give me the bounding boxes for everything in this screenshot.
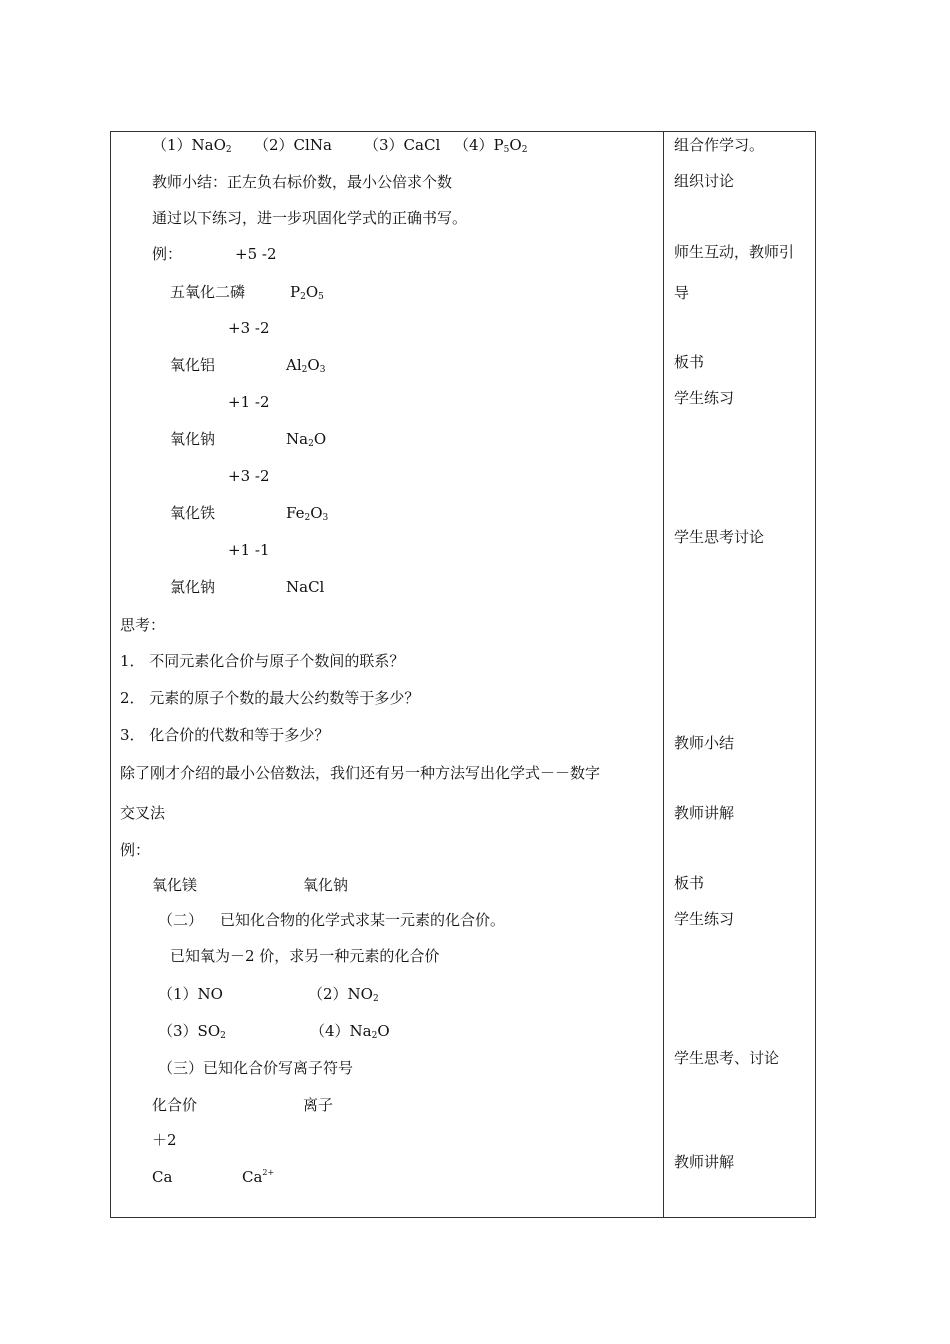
element-symbol: Ca [152,1168,173,1186]
section-number: （二） [158,911,204,929]
cross-method-line-2: 交叉法 [120,804,166,822]
problem-item: $(4)Na_2O$ [310,1022,390,1041]
think-question-3: 3． 化合价的代数和等于多少？ [120,726,330,744]
quiz-item-2: （2）ClNa [254,136,332,154]
activity-note: 教师小结 [674,734,735,752]
activity-note: 学生练习 [674,389,735,407]
valence-label: +3 -2 [228,319,270,337]
valence-label: ＋2 [152,1131,177,1149]
column-header: 离子 [303,1096,334,1114]
activity-note: 组织讨论 [674,172,735,190]
compound-name: 五氧化二磷 [170,283,246,301]
activity-note: 板书 [674,353,705,371]
ion-symbol: $Ca^{2+}$ [242,1168,275,1186]
activity-note: 板书 [674,874,705,892]
compound-name: 氧化钠 [303,876,349,894]
section-intro: 已知氧为－2 价，求另一种元素的化合价 [170,947,440,965]
quiz-item-4: $(4)P_5O_2$ [454,136,528,155]
valence-label: +1 -2 [228,393,270,411]
compound-formula: $Na_2O$ [286,430,327,449]
valence-label: +5 -2 [235,245,277,263]
compound-name: 氧化铁 [170,504,216,522]
example-label: 例： [120,841,151,859]
compound-name: 氯化钠 [170,578,216,596]
problem-item: $(2)NO_2$ [308,985,379,1004]
activity-note: 导 [674,284,690,302]
practice-intro: 通过以下练习，进一步巩固化学式的正确书写。 [152,209,468,227]
quiz-item-3: （3）CaCl [364,136,441,154]
activity-note: 教师讲解 [674,1153,735,1171]
column-divider [663,131,664,1218]
activity-note: 教师讲解 [674,804,735,822]
compound-formula: NaCl [286,578,325,596]
compound-formula: $Fe_2O_3$ [286,504,329,523]
activity-note: 师生互动，教师引 [674,243,795,261]
compound-name: 氧化钠 [170,430,216,448]
compound-name: 氧化镁 [152,876,198,894]
think-question-1: 1． 不同元素化合价与原子个数间的联系？ [120,652,405,670]
problem-item: $(3)SO_2$ [158,1022,226,1041]
think-question-2: 2． 元素的原子个数的最大公约数等于多少？ [120,689,420,707]
activity-note: 学生思考讨论 [674,528,765,546]
problem-item: （1）NO [158,985,223,1003]
activity-note: 学生练习 [674,910,735,928]
valence-label: +3 -2 [228,467,270,485]
think-label: 思考： [120,616,166,634]
activity-note: 学生思考、讨论 [674,1049,780,1067]
compound-formula: $P_2O_5$ [290,283,324,302]
activity-note: 组合作学习。 [674,136,765,154]
column-header: 化合价 [152,1096,198,1114]
example-label: 例： [152,245,183,263]
section-title: 已知化合物的化学式求某一元素的化合价。 [220,911,506,929]
teacher-summary: 教师小结：正左负右标价数，最小公倍求个数 [152,173,453,191]
section-title: （三）已知化合价写离子符号 [158,1059,354,1077]
compound-formula: $Al_2O_3$ [286,356,326,375]
quiz-item-1: （1）NaO$_2$ [152,136,232,155]
valence-label: +1 -1 [228,541,270,559]
compound-name: 氧化铝 [170,356,216,374]
cross-method-line-1: 除了刚才介绍的最小公倍数法，我们还有另一种方法写出化学式－－数字 [120,764,601,782]
